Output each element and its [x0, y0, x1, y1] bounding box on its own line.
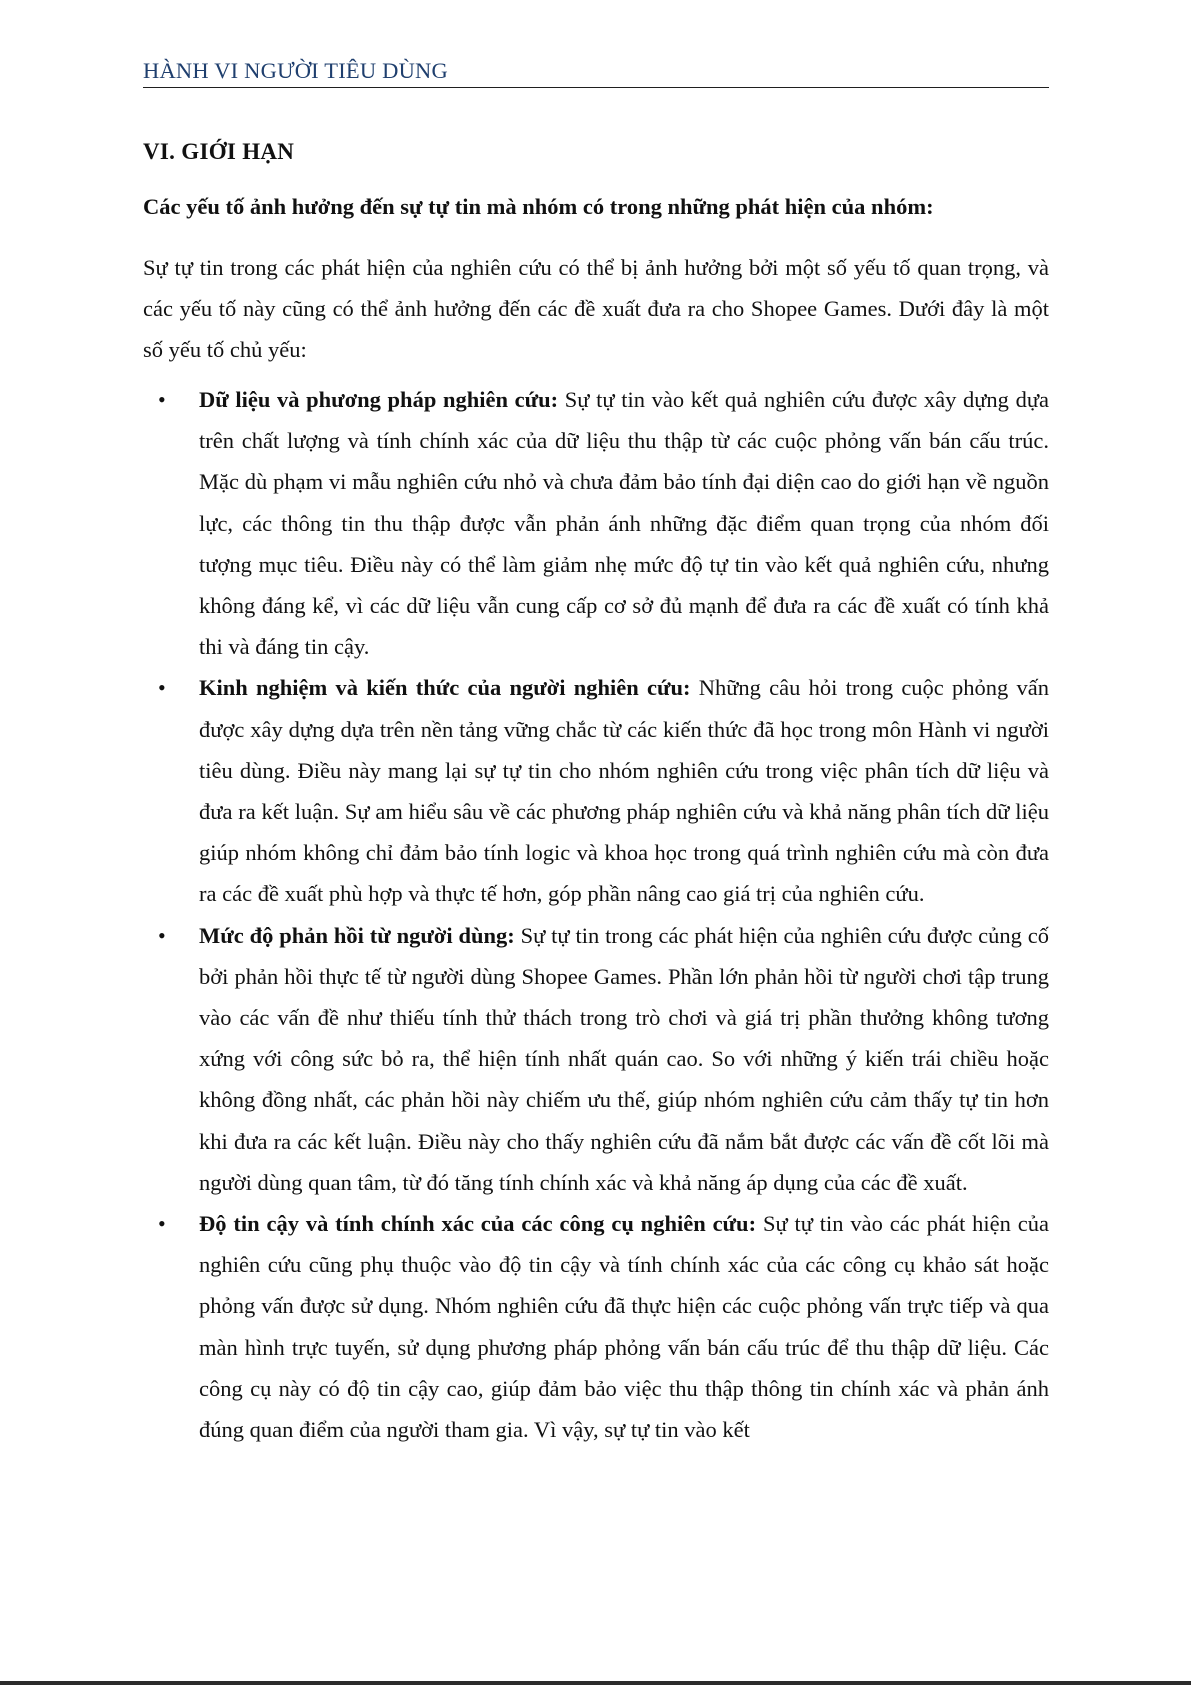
bullet-icon: • [158, 675, 166, 701]
factor-list [143, 379, 1049, 1450]
running-header [143, 56, 1049, 88]
page-bottom-edge [0, 1681, 1191, 1685]
bullet-icon: • [158, 387, 166, 412]
list-item [143, 667, 1049, 914]
list-item-title: Dữ liệu và phương pháp nghiên cứu: [199, 387, 559, 412]
list-item [143, 915, 1049, 1203]
list-item [143, 379, 1049, 667]
list-item-text: Sự tự tin trong các phát hiện của nghiên cứu được củng cố bởi phản hồi thực tế từ người dùng Shopee Games. Phần lớn phản hồi từ người chơi tập trung vào các vấn đề như thiếu tính thử thách trong trò chơi và giá trị phần thưởng không tương xứng với công sức bỏ ra, thể hiện tính nhất quán cao. So với những ý kiến trái chiều hoặc không đồng nhất, các phản hồi này chiếm ưu thế, giúp nhóm nghiên cứu cảm thấy tự tin hơn khi đưa ra các kết luận. Điều này cho thấy nghiên cứu đã nắm bắt được các vấn đề cốt lõi mà người dùng quan tâm, từ đó tăng tính chính xác và khả năng áp dụng của các đề xuất. [199, 922, 1050, 1195]
section-subheading: Các yếu tố ảnh hưởng đến sự tự tin mà nhóm có trong những phát hiện của nhóm: [143, 194, 934, 219]
list-item-title: Kinh nghiệm và kiến thức của người nghiên cứu: [199, 675, 691, 701]
section-heading: VI. GIỚI HẠN [143, 139, 295, 164]
bullet-icon: • [158, 1211, 166, 1237]
list-item-title: Độ tin cậy và tính chính xác của các công cụ nghiên cứu: [199, 1211, 757, 1237]
list-item-text: Sự tự tin vào các phát hiện của nghiên cứu cũng phụ thuộc vào độ tin cậy và tính chính xác của các công cụ khảo sát hoặc phỏng vấn được sử dụng. Nhóm nghiên cứu đã thực hiện các cuộc phỏng vấn trực tiếp và qua màn hình trực tuyến, sử dụng phương pháp phỏng vấn bán cấu trúc để thu thập dữ liệu. Các công cụ này có độ tin cậy cao, giúp đảm bảo việc thu thập thông tin chính xác và phản ánh đúng quan điểm của người tham gia. Vì vậy, sự tự tin vào kết [199, 1211, 1049, 1443]
running-header-title: HÀNH VI NGƯỜI TIÊU DÙNG [143, 58, 448, 83]
intro-paragraph: Sự tự tin trong các phát hiện của nghiên cứu có thể bị ảnh hưởng bởi một số yếu tố quan trọng, và các yếu tố này cũng có thể ảnh hưởng đến các đề xuất đưa ra cho Shopee Games. Dưới đây là một số yếu tố chủ yếu: [143, 255, 1049, 362]
list-item-title: Mức độ phản hồi từ người dùng: [199, 922, 515, 948]
list-item [143, 1203, 1049, 1450]
bullet-icon: • [158, 922, 166, 948]
list-item-text: Sự tự tin vào kết quả nghiên cứu được xây dựng dựa trên chất lượng và tính chính xác của dữ liệu thu thập từ các cuộc phỏng vấn bán cấu trúc. Mặc dù phạm vi mẫu nghiên cứu nhỏ và chưa đảm bảo tính đại diện cao do giới hạn về nguồn lực, các thông tin thu thập được vẫn phản ánh những đặc điểm quan trọng của nhóm đối tượng mục tiêu. Điều này có thể làm giảm nhẹ mức độ tự tin vào kết quả nghiên cứu, nhưng không đáng kể, vì các dữ liệu vẫn cung cấp cơ sở đủ mạnh để đưa ra các đề xuất có tính khả thi và đáng tin cậy. [199, 387, 1050, 660]
list-item-text: Những câu hỏi trong cuộc phỏng vấn được xây dựng dựa trên nền tảng vững chắc từ các kiến thức đã học trong môn Hành vi người tiêu dùng. Điều này mang lại sự tự tin cho nhóm nghiên cứu trong việc phân tích dữ liệu và đưa ra kết luận. Sự am hiểu sâu về các phương pháp nghiên cứu và khả năng phân tích dữ liệu giúp nhóm không chỉ đảm bảo tính logic và khoa học trong quá trình nghiên cứu mà còn đưa ra các đề xuất phù hợp và thực tế hơn, góp phần nâng cao giá trị của nghiên cứu. [199, 675, 1050, 907]
